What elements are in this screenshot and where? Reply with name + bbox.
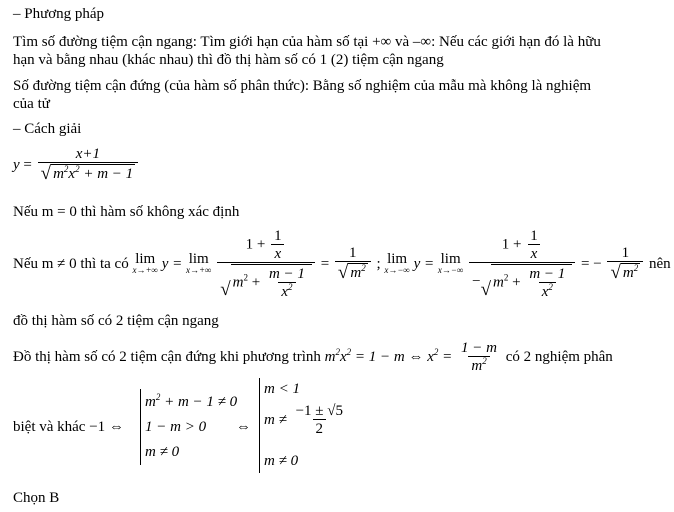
system2-row-3: m ≠ 0: [264, 453, 299, 469]
method-line-1: Tìm số đường tiệm cận ngang: Tìm giới hạn của hàm số tại +∞ và –∞: Nếu các giới hạn đó là hữu: [13, 34, 601, 50]
system2-brace: [259, 378, 260, 473]
system2-row-1: m < 1: [264, 381, 300, 397]
system1-row-3: m ≠ 0: [145, 444, 180, 460]
lim-pos-1: lim x→+∞: [132, 251, 158, 275]
function-fraction: x+1 √ $m^2x^2 + m - 1$: [38, 146, 139, 184]
limit-fraction-pos: 1 + $\frac{1}{x}$ √ $m^2$ + $\frac{m - 1}{x^2}$: [217, 228, 315, 300]
function-definition: y = x+1 √ $m^2x^2 + m - 1$: [13, 146, 140, 184]
method-line-2: hạn và bằng nhau (khác nhau) thì đồ thị hàm số có 1 (2) tiệm cận ngang: [13, 52, 444, 68]
heading-solution: – Cách giải: [13, 121, 82, 137]
case-zero: Nếu m = 0 thì hàm số không xác định: [13, 204, 240, 220]
method-line-3: Số đường tiệm cận đứng (của hàm số phân thức): Bằng số nghiệm của mẫu mà không là nghiệm: [13, 78, 592, 94]
answer: Chọn B: [13, 490, 60, 506]
vertical-fraction: $\frac{1 - m}{m^2}$: [461, 340, 497, 374]
lim-neg-1: lim x→−∞: [384, 251, 410, 275]
limits-line: Nếu m ≠ 0 thì ta có lim x→+∞ y = lim x→+∞ 1 + $\frac{1}{x}$ √ $m^2$ + $\frac{m - 1}{x^2}$ = 1 √ $m^2$ ; lim x→−∞ y = lim x→−∞ 1 + $\frac{1}{x}$ − √ $m^2$ + $\frac{m - 1}{x^2}$ = − 1 √ $m^2$ nên: [13, 228, 671, 300]
heading-method: – Phương pháp: [13, 6, 105, 22]
system1-row-1: $m^2 + m - 1 \ne 0$: [145, 392, 238, 410]
limit-fraction-neg: 1 + $\frac{1}{x}$ − √ $m^2$ + $\frac{m - 1}{x^2}$: [469, 228, 575, 300]
vertical-line: Đồ thị hàm số có 2 tiệm cận đứng khi phương trình $m^2x^2 = 1 - m$ ⇔ $x^2$ = $\frac{1 - m}{m^2}$ có 2 nghiệm phân: [13, 340, 613, 374]
system2-row-2: m ≠ $\frac{-1 \pm √5}{2}$: [264, 403, 344, 437]
system1-row-2: 1 − m > 0: [145, 419, 207, 435]
lim-pos-2: lim x→+∞: [185, 251, 212, 275]
horizontal-result: đồ thị hàm số có 2 tiệm cận ngang: [13, 313, 219, 329]
system1-brace: [140, 389, 141, 465]
equiv-arrow: ⇔: [236, 419, 251, 435]
case-nonzero-prefix: Nếu m ≠ 0 thì ta có: [13, 256, 129, 272]
lim-neg-2: lim x→−∞: [437, 251, 464, 275]
distinct-prefix: biệt và khác −1 ⇔: [13, 419, 124, 435]
limit-result-neg: 1 √ $m^2$: [607, 245, 643, 283]
method-line-4: của tử: [13, 96, 50, 112]
limit-result-pos: 1 √ $m^2$: [335, 245, 371, 283]
